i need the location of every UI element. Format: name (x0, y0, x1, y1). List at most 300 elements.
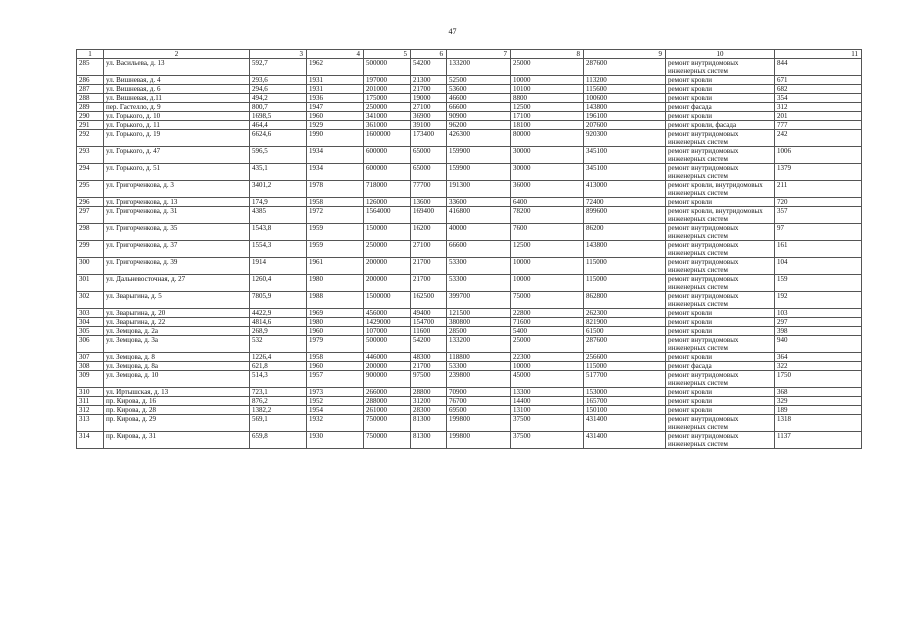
work-type-cell: ремонт внутридомовых инженерных систем (666, 241, 775, 258)
table-row (77, 121, 862, 130)
fund-share-cell: 27100 (411, 103, 447, 112)
year-cell: 1960 (307, 112, 364, 121)
row-number-cell: 294 (77, 164, 104, 181)
total-cost-cell: 266000 (364, 388, 411, 397)
residents-cell: 242 (775, 130, 862, 147)
total-cost-cell: 175000 (364, 94, 411, 103)
owners-share-cell: 262300 (584, 309, 666, 318)
area-cell: 514,3 (250, 371, 307, 388)
area-cell: 800,7 (250, 103, 307, 112)
address-cell: ул. Зварыгина, д. 5 (104, 292, 250, 309)
row-number-cell: 295 (77, 181, 104, 198)
table-row (77, 432, 862, 449)
area-cell: 174,9 (250, 198, 307, 207)
regional-share-cell: 69500 (447, 406, 511, 415)
work-type-cell: ремонт кровли (666, 85, 775, 94)
table-row (77, 85, 862, 94)
municipal-share-cell: 36000 (511, 181, 584, 198)
total-cost-cell: 361000 (364, 121, 411, 130)
fund-share-cell: 28300 (411, 406, 447, 415)
table-row (77, 388, 862, 397)
total-cost-cell: 201000 (364, 85, 411, 94)
year-cell: 1958 (307, 353, 364, 362)
residents-cell: 398 (775, 327, 862, 336)
municipal-share-cell: 8800 (511, 94, 584, 103)
year-cell: 1972 (307, 207, 364, 224)
page-number: 47 (448, 27, 457, 36)
row-number-cell: 287 (77, 85, 104, 94)
owners-share-cell: 115000 (584, 362, 666, 371)
address-cell: пр. Кирова, д. 16 (104, 397, 250, 406)
year-cell: 1979 (307, 336, 364, 353)
residents-cell: 192 (775, 292, 862, 309)
table-row (77, 103, 862, 112)
address-cell: пр. Кирова, д. 29 (104, 415, 250, 432)
year-cell: 1936 (307, 94, 364, 103)
fund-share-cell: 28800 (411, 388, 447, 397)
address-cell: ул. Вишневая, д. 6 (104, 85, 250, 94)
owners-share-cell: 153000 (584, 388, 666, 397)
total-cost-cell: 600000 (364, 164, 411, 181)
table-row (77, 112, 862, 121)
year-cell: 1980 (307, 275, 364, 292)
fund-share-cell: 65000 (411, 164, 447, 181)
fund-share-cell: 36900 (411, 112, 447, 121)
column-header: 2 (104, 50, 250, 59)
owners-share-cell: 821900 (584, 318, 666, 327)
work-type-cell: ремонт внутридомовых инженерных систем (666, 164, 775, 181)
table-row (77, 147, 862, 164)
municipal-share-cell: 6400 (511, 198, 584, 207)
fund-share-cell: 173400 (411, 130, 447, 147)
municipal-share-cell: 45000 (511, 371, 584, 388)
address-cell: ул. Вишневая, д.11 (104, 94, 250, 103)
owners-share-cell: 115000 (584, 275, 666, 292)
address-cell: ул. Григорченкова, д. 31 (104, 207, 250, 224)
regional-share-cell: 199800 (447, 432, 511, 449)
owners-share-cell: 113200 (584, 76, 666, 85)
municipal-share-cell: 71600 (511, 318, 584, 327)
column-header: 6 (411, 50, 447, 59)
regional-share-cell: 191300 (447, 181, 511, 198)
fund-share-cell: 19000 (411, 94, 447, 103)
year-cell: 1990 (307, 130, 364, 147)
municipal-share-cell: 25000 (511, 336, 584, 353)
row-number-cell: 299 (77, 241, 104, 258)
municipal-share-cell: 12500 (511, 103, 584, 112)
area-cell: 532 (250, 336, 307, 353)
municipal-share-cell: 18100 (511, 121, 584, 130)
owners-share-cell: 150100 (584, 406, 666, 415)
municipal-share-cell: 10000 (511, 76, 584, 85)
residents-cell: 368 (775, 388, 862, 397)
column-number-row (77, 50, 862, 59)
owners-share-cell: 287600 (584, 336, 666, 353)
total-cost-cell: 500000 (364, 59, 411, 76)
work-type-cell: ремонт кровли (666, 406, 775, 415)
table-row (77, 309, 862, 318)
total-cost-cell: 750000 (364, 432, 411, 449)
address-cell: пр. Кирова, д. 28 (104, 406, 250, 415)
residents-cell: 671 (775, 76, 862, 85)
residents-cell: 322 (775, 362, 862, 371)
total-cost-cell: 200000 (364, 258, 411, 275)
area-cell: 4385 (250, 207, 307, 224)
area-cell: 3401,2 (250, 181, 307, 198)
residents-cell: 364 (775, 353, 862, 362)
year-cell: 1973 (307, 388, 364, 397)
address-cell: ул. Горького, д. 10 (104, 112, 250, 121)
owners-share-cell: 899600 (584, 207, 666, 224)
row-number-cell: 306 (77, 336, 104, 353)
row-number-cell: 310 (77, 388, 104, 397)
year-cell: 1959 (307, 224, 364, 241)
fund-share-cell: 21700 (411, 258, 447, 275)
municipal-share-cell: 30000 (511, 147, 584, 164)
regional-share-cell: 28500 (447, 327, 511, 336)
address-cell: ул. Григорченкова, д. 35 (104, 224, 250, 241)
table-row (77, 258, 862, 275)
table-row (77, 94, 862, 103)
row-number-cell: 313 (77, 415, 104, 432)
residents-cell: 329 (775, 397, 862, 406)
regional-share-cell: 416800 (447, 207, 511, 224)
work-type-cell: ремонт кровли (666, 318, 775, 327)
address-cell: ул. Земцова, д. 8 (104, 353, 250, 362)
owners-share-cell: 72400 (584, 198, 666, 207)
address-cell: пер. Гастелло, д. 9 (104, 103, 250, 112)
municipal-share-cell: 10000 (511, 275, 584, 292)
municipal-share-cell: 22800 (511, 309, 584, 318)
area-cell: 1260,4 (250, 275, 307, 292)
residents-cell: 201 (775, 112, 862, 121)
total-cost-cell: 600000 (364, 147, 411, 164)
residents-cell: 720 (775, 198, 862, 207)
row-number-cell: 300 (77, 258, 104, 275)
work-type-cell: ремонт фасада (666, 103, 775, 112)
year-cell: 1932 (307, 415, 364, 432)
area-cell: 1226,4 (250, 353, 307, 362)
fund-share-cell: 154700 (411, 318, 447, 327)
municipal-share-cell: 17100 (511, 112, 584, 121)
table-row (77, 224, 862, 241)
fund-share-cell: 49400 (411, 309, 447, 318)
area-cell: 596,5 (250, 147, 307, 164)
regional-share-cell: 159900 (447, 147, 511, 164)
work-type-cell: ремонт внутридомовых инженерных систем (666, 258, 775, 275)
owners-share-cell: 100600 (584, 94, 666, 103)
table-row (77, 275, 862, 292)
regional-share-cell: 53600 (447, 85, 511, 94)
owners-share-cell: 431400 (584, 415, 666, 432)
total-cost-cell: 197000 (364, 76, 411, 85)
row-number-cell: 296 (77, 198, 104, 207)
total-cost-cell: 250000 (364, 241, 411, 258)
table-row (77, 130, 862, 147)
work-type-cell: ремонт внутридомовых инженерных систем (666, 224, 775, 241)
area-cell: 569,1 (250, 415, 307, 432)
column-header: 1 (77, 50, 104, 59)
total-cost-cell: 200000 (364, 275, 411, 292)
work-type-cell: ремонт внутридомовых инженерных систем (666, 371, 775, 388)
total-cost-cell: 200000 (364, 362, 411, 371)
fund-share-cell: 31200 (411, 397, 447, 406)
residents-cell: 844 (775, 59, 862, 76)
regional-share-cell: 53300 (447, 258, 511, 275)
regional-share-cell: 159900 (447, 164, 511, 181)
work-type-cell: ремонт кровли, фасада (666, 121, 775, 130)
regional-share-cell: 76700 (447, 397, 511, 406)
row-number-cell: 288 (77, 94, 104, 103)
address-cell: ул. Земцова, д. 2а (104, 327, 250, 336)
table-row (77, 292, 862, 309)
table-row (77, 164, 862, 181)
owners-share-cell: 256600 (584, 353, 666, 362)
residents-cell: 1379 (775, 164, 862, 181)
residents-cell: 159 (775, 275, 862, 292)
total-cost-cell: 1429000 (364, 318, 411, 327)
regional-share-cell: 33600 (447, 198, 511, 207)
year-cell: 1931 (307, 85, 364, 94)
fund-share-cell: 21700 (411, 275, 447, 292)
row-number-cell: 308 (77, 362, 104, 371)
fund-share-cell: 97500 (411, 371, 447, 388)
municipal-share-cell: 5400 (511, 327, 584, 336)
year-cell: 1960 (307, 327, 364, 336)
area-cell: 1554,3 (250, 241, 307, 258)
work-type-cell: ремонт внутридомовых инженерных систем (666, 59, 775, 76)
residents-cell: 312 (775, 103, 862, 112)
regional-share-cell: 133200 (447, 336, 511, 353)
address-cell: ул. Горького, д. 19 (104, 130, 250, 147)
owners-share-cell: 115000 (584, 258, 666, 275)
work-type-cell: ремонт кровли (666, 327, 775, 336)
total-cost-cell: 288000 (364, 397, 411, 406)
municipal-share-cell: 25000 (511, 59, 584, 76)
municipal-share-cell: 37500 (511, 432, 584, 449)
residents-cell: 682 (775, 85, 862, 94)
table-row (77, 371, 862, 388)
municipal-share-cell: 78200 (511, 207, 584, 224)
work-type-cell: ремонт внутридомовых инженерных систем (666, 292, 775, 309)
table-row (77, 181, 862, 198)
fund-share-cell: 13600 (411, 198, 447, 207)
year-cell: 1960 (307, 362, 364, 371)
municipal-share-cell: 10100 (511, 85, 584, 94)
regional-share-cell: 52500 (447, 76, 511, 85)
owners-share-cell: 196100 (584, 112, 666, 121)
address-cell: пр. Кирова, д. 31 (104, 432, 250, 449)
regional-share-cell: 53300 (447, 275, 511, 292)
fund-share-cell: 169400 (411, 207, 447, 224)
owners-share-cell: 920300 (584, 130, 666, 147)
area-cell: 268,9 (250, 327, 307, 336)
work-type-cell: ремонт кровли (666, 353, 775, 362)
owners-share-cell: 287600 (584, 59, 666, 76)
row-number-cell: 297 (77, 207, 104, 224)
owners-share-cell: 413000 (584, 181, 666, 198)
year-cell: 1980 (307, 318, 364, 327)
area-cell: 723,1 (250, 388, 307, 397)
table-row (77, 353, 862, 362)
residents-cell: 354 (775, 94, 862, 103)
area-cell: 1543,8 (250, 224, 307, 241)
regional-share-cell: 380800 (447, 318, 511, 327)
year-cell: 1930 (307, 432, 364, 449)
year-cell: 1959 (307, 241, 364, 258)
row-number-cell: 291 (77, 121, 104, 130)
owners-share-cell: 143800 (584, 103, 666, 112)
year-cell: 1934 (307, 164, 364, 181)
row-number-cell: 311 (77, 397, 104, 406)
address-cell: ул. Иртышская, д. 13 (104, 388, 250, 397)
work-type-cell: ремонт кровли (666, 112, 775, 121)
municipal-share-cell: 14400 (511, 397, 584, 406)
address-cell: ул. Горького, д. 47 (104, 147, 250, 164)
area-cell: 494,2 (250, 94, 307, 103)
area-cell: 4422,9 (250, 309, 307, 318)
residents-cell: 103 (775, 309, 862, 318)
fund-share-cell: 54200 (411, 59, 447, 76)
work-type-cell: ремонт внутридомовых инженерных систем (666, 336, 775, 353)
fund-share-cell: 81300 (411, 415, 447, 432)
row-number-cell: 309 (77, 371, 104, 388)
area-cell: 6624,6 (250, 130, 307, 147)
row-number-cell: 285 (77, 59, 104, 76)
owners-share-cell: 165700 (584, 397, 666, 406)
column-header: 4 (307, 50, 364, 59)
work-type-cell: ремонт кровли (666, 388, 775, 397)
total-cost-cell: 1500000 (364, 292, 411, 309)
residents-cell: 104 (775, 258, 862, 275)
year-cell: 1962 (307, 59, 364, 76)
residents-cell: 1137 (775, 432, 862, 449)
address-cell: ул. Вишневая, д. 4 (104, 76, 250, 85)
row-number-cell: 304 (77, 318, 104, 327)
table-row (77, 397, 862, 406)
regional-share-cell: 96200 (447, 121, 511, 130)
owners-share-cell: 345100 (584, 164, 666, 181)
year-cell: 1934 (307, 147, 364, 164)
row-number-cell: 292 (77, 130, 104, 147)
total-cost-cell: 900000 (364, 371, 411, 388)
address-cell: ул. Григорченкова, д. 39 (104, 258, 250, 275)
year-cell: 1931 (307, 76, 364, 85)
municipal-share-cell: 12500 (511, 241, 584, 258)
residents-cell: 777 (775, 121, 862, 130)
regional-share-cell: 199800 (447, 415, 511, 432)
year-cell: 1954 (307, 406, 364, 415)
row-number-cell: 305 (77, 327, 104, 336)
work-type-cell: ремонт внутридомовых инженерных систем (666, 432, 775, 449)
column-header: 5 (364, 50, 411, 59)
year-cell: 1952 (307, 397, 364, 406)
residents-cell: 211 (775, 181, 862, 198)
table-row (77, 76, 862, 85)
table-row (77, 59, 862, 76)
fund-share-cell: 39100 (411, 121, 447, 130)
fund-share-cell: 54200 (411, 336, 447, 353)
regional-share-cell: 66600 (447, 103, 511, 112)
column-header: 11 (775, 50, 862, 59)
owners-share-cell: 862800 (584, 292, 666, 309)
repair-table (76, 49, 862, 449)
address-cell: ул. Горького, д. 11 (104, 121, 250, 130)
address-cell: ул. Григорченкова, д. 3 (104, 181, 250, 198)
fund-share-cell: 77700 (411, 181, 447, 198)
table-row (77, 198, 862, 207)
address-cell: ул. Григорченкова, д. 37 (104, 241, 250, 258)
table-row (77, 336, 862, 353)
fund-share-cell: 81300 (411, 432, 447, 449)
work-type-cell: ремонт кровли (666, 94, 775, 103)
work-type-cell: ремонт кровли, внутридомовых инженерных систем (666, 207, 775, 224)
owners-share-cell: 86200 (584, 224, 666, 241)
owners-share-cell: 61500 (584, 327, 666, 336)
municipal-share-cell: 10000 (511, 258, 584, 275)
fund-share-cell: 11600 (411, 327, 447, 336)
fund-share-cell: 27100 (411, 241, 447, 258)
regional-share-cell: 70900 (447, 388, 511, 397)
column-header: 9 (584, 50, 666, 59)
regional-share-cell: 90900 (447, 112, 511, 121)
residents-cell: 357 (775, 207, 862, 224)
year-cell: 1978 (307, 181, 364, 198)
regional-share-cell: 46600 (447, 94, 511, 103)
area-cell: 1914 (250, 258, 307, 275)
owners-share-cell: 431400 (584, 432, 666, 449)
table-row (77, 362, 862, 371)
area-cell: 659,8 (250, 432, 307, 449)
address-cell: ул. Земцова, д. 10 (104, 371, 250, 388)
residents-cell: 940 (775, 336, 862, 353)
address-cell: ул. Васильева, д. 13 (104, 59, 250, 76)
column-header: 8 (511, 50, 584, 59)
municipal-share-cell: 80000 (511, 130, 584, 147)
address-cell: ул. Земцова, д. 8а (104, 362, 250, 371)
residents-cell: 1318 (775, 415, 862, 432)
table-row (77, 318, 862, 327)
row-number-cell: 302 (77, 292, 104, 309)
address-cell: ул. Зварыгина, д. 20 (104, 309, 250, 318)
column-header: 10 (666, 50, 775, 59)
municipal-share-cell: 22300 (511, 353, 584, 362)
owners-share-cell: 207600 (584, 121, 666, 130)
row-number-cell: 286 (77, 76, 104, 85)
work-type-cell: ремонт кровли (666, 198, 775, 207)
column-header: 3 (250, 50, 307, 59)
residents-cell: 161 (775, 241, 862, 258)
row-number-cell: 314 (77, 432, 104, 449)
row-number-cell: 290 (77, 112, 104, 121)
fund-share-cell: 16200 (411, 224, 447, 241)
municipal-share-cell: 37500 (511, 415, 584, 432)
fund-share-cell: 21300 (411, 76, 447, 85)
total-cost-cell: 341000 (364, 112, 411, 121)
total-cost-cell: 250000 (364, 103, 411, 112)
area-cell: 876,2 (250, 397, 307, 406)
regional-share-cell: 40000 (447, 224, 511, 241)
residents-cell: 1006 (775, 147, 862, 164)
fund-share-cell: 21700 (411, 362, 447, 371)
table-row (77, 327, 862, 336)
total-cost-cell: 1564000 (364, 207, 411, 224)
regional-share-cell: 53300 (447, 362, 511, 371)
regional-share-cell: 66600 (447, 241, 511, 258)
total-cost-cell: 718000 (364, 181, 411, 198)
total-cost-cell: 107000 (364, 327, 411, 336)
area-cell: 1698,5 (250, 112, 307, 121)
